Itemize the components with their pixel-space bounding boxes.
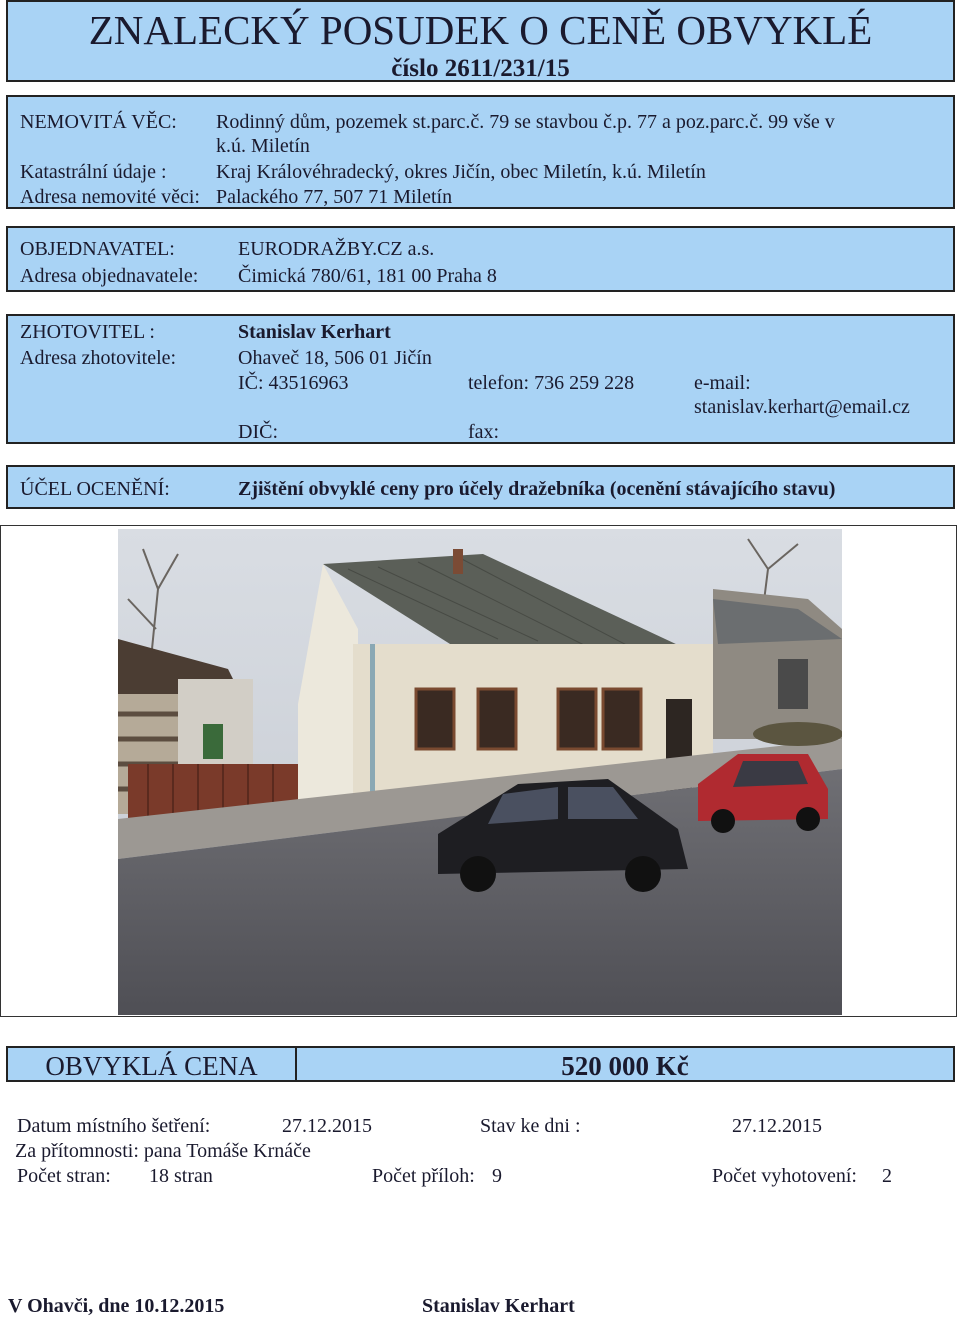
contractor-address-label: Adresa zhotovitele:: [20, 347, 177, 369]
client-address-value: Čimická 780/61, 181 00 Praha 8: [238, 265, 497, 287]
attachments-value: 9: [492, 1165, 502, 1187]
contractor-email: stanislav.kerhart@email.cz: [694, 396, 910, 418]
client-address-label: Adresa objednavatele:: [20, 265, 199, 287]
report-title: ZNALECKÝ POSUDEK O CENĚ OBVYKLÉ: [88, 7, 873, 53]
report-number: číslo 2611/231/15: [391, 55, 570, 82]
property-value-line1: Rodinný dům, pozemek st.parc.č. 79 se stavbou č.p. 77 a poz.parc.č. 99 vše v: [216, 111, 835, 133]
contractor-value: Stanislav Kerhart: [238, 321, 391, 343]
property-address-label: Adresa nemovité věci:: [20, 186, 200, 208]
contractor-phone: telefon: 736 259 228: [468, 372, 635, 394]
contractor-ic: IČ: 43516963: [238, 372, 349, 394]
pages-label: Počet stran:: [17, 1165, 111, 1187]
price-section: [6, 1046, 955, 1082]
client-value: EURODRAŽBY.CZ a.s.: [238, 238, 435, 260]
contractor-address-value: Ohaveč 18, 506 01 Jičín: [238, 347, 432, 369]
cadastral-value: Kraj Královéhradecký, okres Jičín, obec Miletín, k.ú. Miletín: [216, 161, 706, 183]
property-section: [6, 95, 955, 209]
price-label: OBVYKLÁ CENA: [45, 1051, 258, 1081]
property-label: NEMOVITÁ VĚC:: [20, 111, 177, 133]
property-photo: [118, 529, 842, 1015]
signature-name: Stanislav Kerhart: [422, 1295, 575, 1317]
attachments-label: Počet příloh:: [372, 1165, 475, 1187]
presence-text: Za přítomnosti: pana Tomáše Krnáče: [15, 1140, 311, 1162]
contractor-fax: fax:: [468, 421, 500, 443]
purpose-value: Zjištění obvyklé ceny pro účely dražebníka (ocenění stávajícího stavu): [238, 478, 836, 500]
purpose-label: ÚČEL OCENĚNÍ:: [20, 478, 170, 500]
purpose-section: [6, 465, 955, 509]
inspection-date: 27.12.2015: [282, 1115, 372, 1137]
copies-value: 2: [882, 1165, 892, 1187]
contractor-dic: DIČ:: [238, 421, 278, 443]
inspection-label: Datum místního šetření:: [17, 1115, 211, 1137]
contractor-section: [6, 314, 955, 444]
contractor-email-label: e-mail:: [694, 372, 751, 394]
copies-label: Počet vyhotovení:: [712, 1165, 857, 1187]
client-section: [6, 226, 955, 292]
pages-value: 18 stran: [149, 1165, 213, 1187]
property-address-value: Palackého 77, 507 71 Miletín: [216, 186, 453, 208]
cadastral-label: Katastrální údaje :: [20, 161, 167, 183]
place-date: V Ohavči, dne 10.12.2015: [8, 1295, 225, 1317]
report-header: [6, 0, 955, 82]
price-value: 520 000 Kč: [561, 1051, 689, 1081]
property-value-line2: k.ú. Miletín: [216, 135, 310, 157]
client-label: OBJEDNAVATEL:: [20, 238, 175, 260]
state-date: 27.12.2015: [732, 1115, 822, 1137]
fax-underline: [236, 443, 694, 444]
photo-frame: [0, 525, 957, 1017]
contractor-label: ZHOTOVITEL :: [20, 321, 155, 343]
state-label: Stav ke dni :: [480, 1115, 581, 1137]
